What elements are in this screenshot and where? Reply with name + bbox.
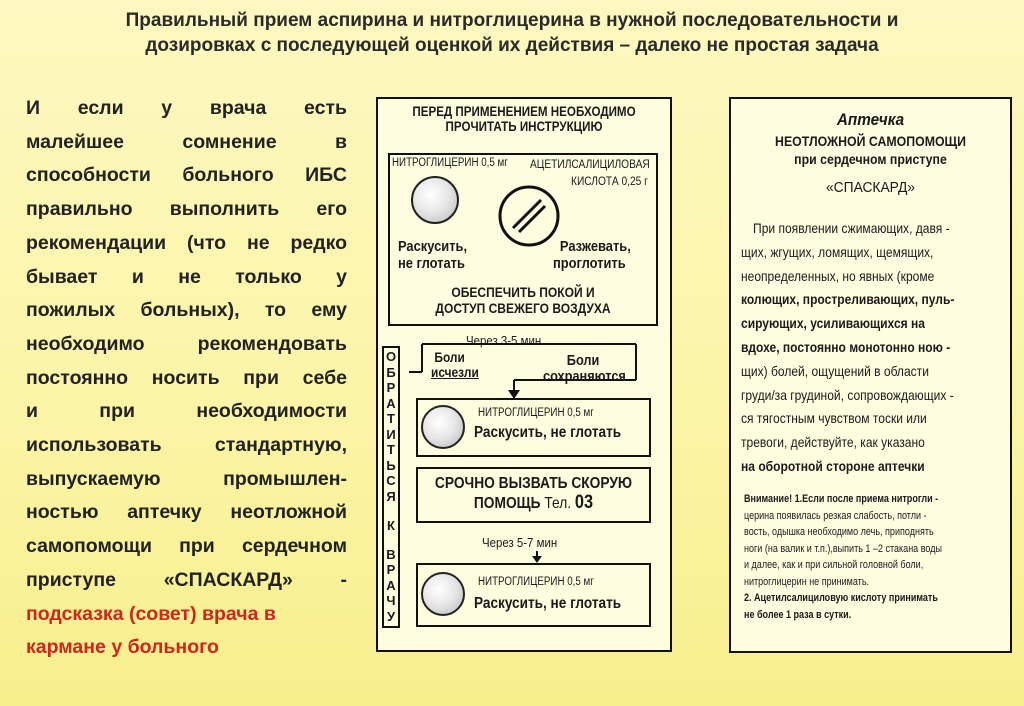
instruction-header-line-1: ПЕРЕД ПРИМЕНЕНИЕМ НЕОБХОДИМО (412, 104, 636, 119)
vertical-letter: Я (386, 488, 396, 504)
red-line-1: подсказка (совет) врача в (26, 602, 276, 625)
left-text-line: выпускаемую промышлен- (26, 467, 347, 490)
kit-description-line: тревоги, действуйте, как указано (741, 434, 925, 451)
rest-line-2: ДОСТУП СВЕЖЕГО ВОЗДУХА (435, 300, 611, 316)
vertical-letter: Ч (386, 593, 396, 609)
pain-persist-label (543, 353, 626, 385)
nitro-3-action: Раскусить, не глотать (474, 595, 622, 612)
left-text-line: И если у врача есть (26, 97, 347, 119)
aspirin-label-1: АЦЕТИЛСАЛИЦИЛОВАЯ (530, 157, 650, 171)
vertical-letter: Р (386, 380, 396, 396)
kit-warning-line: церина появилась резкая слабость, потли - (744, 509, 927, 522)
left-text-line: бывает и не только у (26, 265, 347, 288)
rest-instruction (407, 284, 639, 316)
bite-instruction (398, 238, 467, 272)
vertical-letter: У (386, 608, 396, 624)
left-text-line: пожилых больных), то ему (26, 299, 347, 322)
nitro-3-label: НИТРОГЛИЦЕРИН 0,5 мг (478, 576, 594, 588)
rest-line-1: ОБЕСПЕЧИТЬ ПОКОЙ И (451, 284, 595, 300)
left-text (26, 92, 347, 665)
aspirin-tablet-icon (497, 184, 561, 248)
kit-warning-line: и далее, как и при сильной головной боли, (744, 559, 924, 571)
chew-instruction (553, 238, 631, 272)
left-text-line: правильно выполнить его (26, 198, 347, 221)
nitro-2-label: НИТРОГЛИЦЕРИН 0,5 мг (478, 407, 594, 419)
ambulance-word: ПОМОЩЬ (473, 495, 541, 512)
kit-description-line: При появлении сжимающих, давя - (753, 220, 950, 236)
vertical-letter: К (387, 517, 395, 533)
left-text-line: и при необходимости (26, 400, 347, 423)
aspirin-label-2: КИСЛОТА 0,25 г (571, 174, 648, 188)
left-text-line: приступе «СПАСКАРД» - (26, 568, 347, 591)
phone-number: 03 (574, 492, 594, 513)
vertical-letter: О (385, 349, 397, 364)
kit-subtitle-line-1: НЕОТЛОЖНОЙ САМОПОМОЩИ (775, 133, 966, 149)
nitroglycerin-pill-icon (411, 176, 459, 224)
nitro-label: НИТРОГЛИЦЕРИН 0,5 мг (392, 157, 508, 169)
kit-description (741, 217, 999, 479)
instruction-header-line-2: ПРОЧИТАТЬ ИНСТРУКЦИЮ (445, 119, 603, 134)
kit-warning-line: ноги (на валик и т.п.),выпить 1 –2 стакана воды (744, 542, 942, 555)
left-text-line: необходимо рекомендовать (26, 332, 347, 355)
after-5-7-min: Через 5-7 мин (482, 535, 558, 550)
vertical-letter: В (386, 546, 396, 562)
left-text-line: ностью аптечку неотложной (26, 501, 347, 524)
pain-gone-line-2: исчезли (431, 364, 479, 380)
left-text-line: использовать стандартную, (26, 434, 347, 457)
pain-gone-line-1: Боли (434, 349, 465, 365)
kit-warning-line: 2. Ацетилсалициловую кислоту принимать (744, 592, 938, 604)
kit-warning (744, 491, 998, 623)
pain-persist-line-2: сохраняются (543, 368, 626, 385)
kit-description-line: сирующих, усиливающихся на (741, 315, 925, 332)
vertical-letter: И (386, 426, 396, 442)
left-text-line: способности больного ИБС (26, 164, 347, 187)
nitro-2-action: Раскусить, не глотать (474, 424, 622, 441)
vertical-letter: Ь (386, 457, 396, 473)
kit-subtitle (748, 132, 994, 168)
bite-line-1: Раскусить, (398, 238, 468, 255)
kit-description-line: неопределенных, но явных (кроме (741, 267, 935, 284)
left-text-line: малейшее сомнение в (26, 130, 347, 153)
kit-description-line: ся тягостным чувством тоски или (741, 410, 927, 427)
kit-description-line: на оборотной стороне аптечки (741, 457, 925, 474)
ambulance-line-2 (432, 493, 634, 513)
page-title (10, 8, 1014, 58)
instruction-header (398, 104, 649, 134)
left-text-line: постоянно носить при себе (26, 366, 347, 389)
kit-title: Аптечка (836, 110, 905, 129)
down-arrow-icon (530, 551, 544, 563)
vertical-letter: Т (387, 442, 395, 458)
left-text-line: самопомощи при сердечном (26, 535, 347, 558)
nitroglycerin-pill-2-icon (421, 405, 465, 449)
call-doctor-vertical-label (382, 346, 400, 628)
chew-line-1: Разжевать, (559, 238, 631, 255)
kit-description-line: щих) болей, ощущений в области (741, 362, 929, 379)
ambulance-line-1: СРОЧНО ВЫЗВАТЬ СКОРУЮ (434, 475, 633, 492)
kit-description-line: колющих, простреливающих, пуль- (741, 291, 955, 308)
call-ambulance (432, 474, 634, 513)
vertical-letter: А (386, 395, 396, 411)
kit-description-line: щих, жгущих, ломящих, щемящих, (741, 243, 934, 260)
left-text-line: рекомендации (что не редко (26, 231, 347, 254)
title-line-1: Правильный прием аспирина и нитроглицерина в нужной последовательности и (125, 10, 899, 31)
vertical-letter: С (386, 473, 396, 489)
vertical-letter: Р (386, 562, 396, 578)
vertical-letter: Б (386, 364, 396, 380)
red-line-2: кармане у больного (26, 636, 219, 659)
vertical-letter: Т (387, 411, 395, 427)
pain-gone-label (431, 350, 479, 380)
kit-warning-line: Внимание! 1.Если после приема нитрогли - (744, 493, 939, 505)
pain-persist-line-1: Боли (566, 352, 600, 369)
after-3-5-min: Через 3-5 мин (466, 333, 542, 348)
phone-label: Тел. (544, 495, 572, 512)
kit-brand: «СПАСКАРД» (826, 179, 915, 196)
chew-line-2: проглотить (553, 255, 626, 272)
bite-line-2: не глотать (398, 255, 465, 272)
nitroglycerin-pill-3-icon (421, 572, 465, 616)
kit-description-line: вдохе, постоянно монотонно ною - (741, 338, 951, 355)
vertical-letter: А (386, 577, 396, 593)
title-line-2: дозировках с последующей оценкой их действия – далеко не простая задача (145, 35, 879, 56)
kit-subtitle-line-2: при сердечном приступе (794, 151, 947, 167)
kit-warning-line: вость, одышка необходимо лечь, приподнять (744, 526, 934, 538)
kit-warning-line: не более 1 раза в сутки. (744, 608, 852, 621)
kit-description-line: груди/за грудиной, сопровождающих - (741, 386, 954, 403)
kit-warning-line: нитроглицерин не принимать. (744, 575, 870, 588)
